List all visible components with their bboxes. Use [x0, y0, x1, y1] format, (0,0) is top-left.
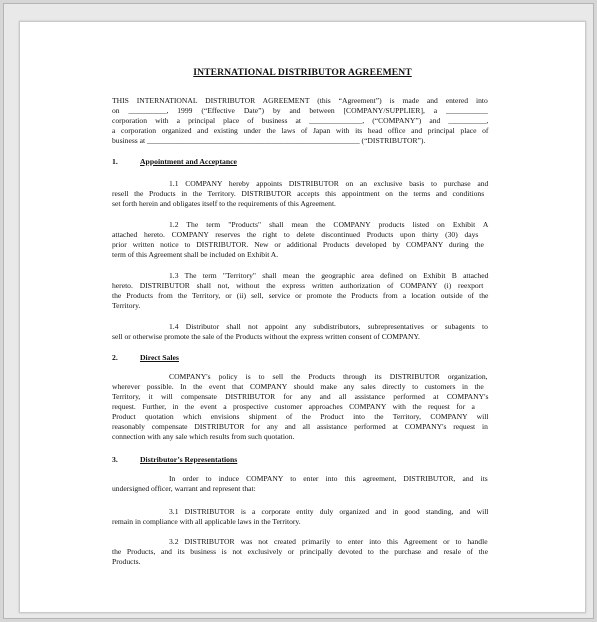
section-paragraph-line: remain in compliance with all applicable laws in the Territory.: [112, 517, 301, 526]
section-heading: [112, 455, 237, 465]
section-heading: [112, 157, 237, 167]
section-paragraph-line: Products.: [112, 557, 141, 566]
section-paragraph-line: the Products, and its business is not exclusively or principally devoted to the purchase and resale of the: [112, 547, 488, 556]
section-number: 2.: [112, 353, 118, 362]
section-paragraph-line: In order to induce COMPANY to enter into this agreement, DISTRIBUTOR, and its: [169, 474, 488, 483]
intro-line: a corporation organized and existing under the laws of Japan with its head office and principal place of: [112, 126, 489, 135]
section-paragraph-line: 3.2 DISTRIBUTOR was not created primarily to enter into this Agreement or to handle: [169, 537, 488, 546]
intro-line: corporation with a principal place of business at ______________, (“COMPANY”) and __________,: [112, 116, 489, 125]
section-paragraph-line: hereto. DISTRIBUTOR shall not, without the express written authorization of COMPANY (i) reexport: [112, 281, 484, 290]
section-paragraph-line: 1.1 COMPANY hereby appoints DISTRIBUTOR on an exclusive basis to purchase and: [169, 179, 489, 188]
section-paragraph-line: connection with any sale which results from such quotation.: [112, 432, 295, 441]
section-paragraph-line: resell the Products in the Territory. DISTRIBUTOR accepts this appointment on the terms and conditions: [112, 189, 485, 198]
section-paragraph-line: 1.3 The term "Territory" shall mean the geographic area defined on Exhibit B attached: [169, 271, 489, 280]
section-paragraph-line: reasonably compensate DISTRIBUTOR for any and all assistance performed at COMPANY's request in: [112, 422, 488, 431]
document-page: [19, 21, 586, 613]
section-paragraph-line: undersigned officer, warrant and represent that:: [112, 484, 256, 493]
section-paragraph-line: 1.2 The term "Products" shall mean the COMPANY products listed on Exhibit A: [169, 220, 489, 229]
section-paragraph-line: request. Further, in the event a prospective customer approaches COMPANY with the request for a: [112, 402, 475, 411]
section-paragraph-line: Territory.: [112, 301, 141, 310]
section-heading: [112, 353, 179, 363]
intro-line: business at ________________________________________________________ (“DISTRIBUTOR”).: [112, 136, 426, 145]
section-paragraph-line: set forth herein and obligates itself to the requirements of this Agreement.: [112, 199, 336, 208]
section-number: 3.: [112, 455, 118, 464]
section-paragraph-line: Territory, it will compensate DISTRIBUTOR for any and all assistance performed at COMPANY's: [112, 392, 489, 401]
section-paragraph-line: term of this Agreement shall be included on Exhibit A.: [112, 250, 279, 259]
section-paragraph-line: attached hereto. COMPANY reserves the right to delete discontinued Products upon thirty (30) days: [112, 230, 479, 239]
section-paragraph-line: sell or otherwise promote the sale of the Products without the express written consent of COMPANY.: [112, 332, 420, 341]
intro-line: THIS INTERNATIONAL DISTRIBUTOR AGREEMENT (this “Agreement”) is made and entered into: [112, 96, 488, 105]
section-paragraph-line: 1.4 Distributor shall not appoint any subdistributors, subrepresentatives or subagents to: [169, 322, 488, 331]
section-heading-text: Direct Sales: [140, 353, 179, 362]
section-paragraph-line: Product quotation which envisions shipment of the Product into the Territory, COMPANY will: [112, 412, 489, 421]
section-paragraph-line: 3.1 DISTRIBUTOR is a corporate entity duly organized and in good standing, and will: [169, 507, 489, 516]
intro-line: on __________, 1999 (“Effective Date”) by and between [COMPANY/SUPPLIER], a ___________: [112, 106, 488, 115]
section-heading-text: Distributor’s Representations: [140, 455, 238, 464]
section-paragraph-line: wherever possible. In the event that COMPANY should make any sales directly to customers in the: [112, 382, 484, 391]
section-paragraph-line: the Products from the Territory, or (ii) sell, service or promote the Products from a location outside of the: [112, 291, 489, 300]
document-viewer: [3, 3, 594, 619]
document-title: INTERNATIONAL DISTRIBUTOR AGREEMENT: [193, 67, 412, 78]
section-paragraph-line: prior written notice to DISTRIBUTOR. New or additional Products developed by COMPANY during the: [112, 240, 484, 249]
section-paragraph-line: COMPANY's policy is to sell the Products through its DISTRIBUTOR organization,: [169, 372, 488, 381]
section-number: 1.: [112, 157, 118, 166]
section-heading-text: Appointment and Acceptance: [140, 157, 237, 166]
